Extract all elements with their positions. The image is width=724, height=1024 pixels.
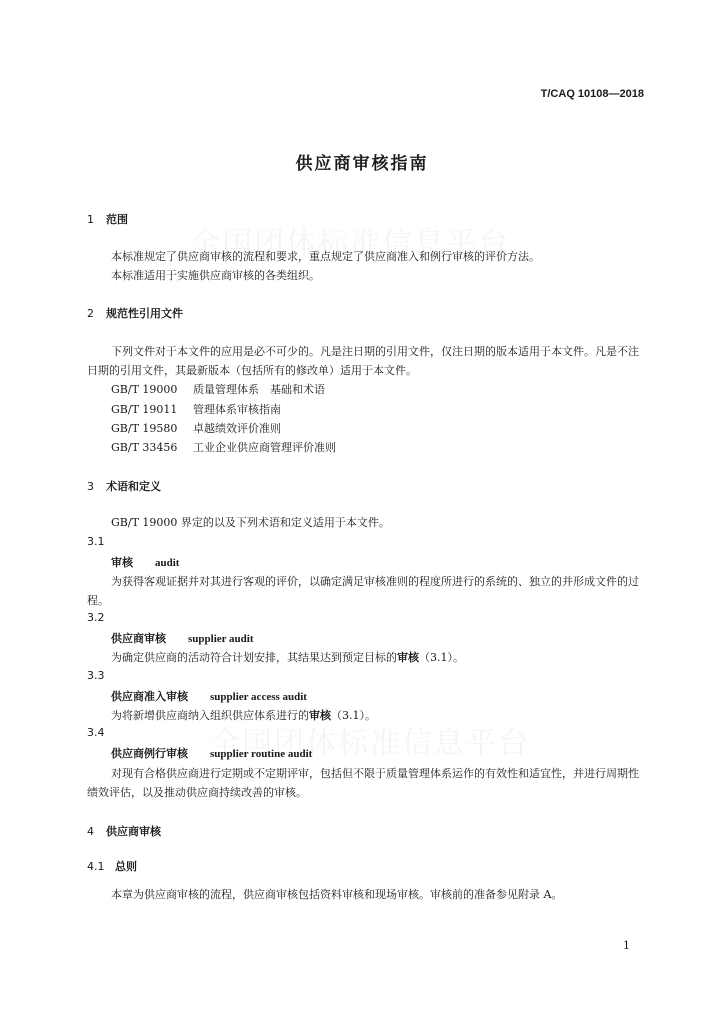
reference-title: 卓越绩效评价准则 xyxy=(193,422,281,435)
definition-term-reference: 审核 xyxy=(397,651,419,664)
reference-title: 管理体系审核指南 xyxy=(193,403,281,416)
document-title: 供应商审核指南 xyxy=(295,154,429,174)
term-chinese: 供应商准入审核 xyxy=(111,690,188,703)
paragraph: 本标准适用于实施供应商审核的各类组织。 xyxy=(111,269,320,282)
reference-code: GB/T 33456 xyxy=(111,441,178,454)
reference-title: 质量管理体系 基础和术语 xyxy=(193,383,325,396)
section-number: 2 xyxy=(87,307,94,320)
term-heading xyxy=(111,630,254,646)
term-english: supplier audit xyxy=(188,633,254,645)
reference-item xyxy=(111,439,336,455)
definition-text: （3.1）。 xyxy=(331,709,376,722)
section-heading xyxy=(87,823,161,839)
page-number: 1 xyxy=(623,939,630,952)
definition-text: 为确定供应商的活动符合计划安排，其结果达到预定目标的 xyxy=(111,651,397,664)
subsection-title: 总则 xyxy=(115,860,137,873)
section-number: 3 xyxy=(87,480,94,493)
term-definition xyxy=(111,649,464,665)
reference-title: 工业企业供应商管理评价准则 xyxy=(193,441,336,454)
reference-item xyxy=(111,401,281,417)
term-number: 3.4 xyxy=(87,726,105,739)
term-english: supplier access audit xyxy=(210,691,307,703)
section-heading xyxy=(87,305,183,321)
term-definition: 对现有合格供应商进行定期或不定期评审，包括但不限于质量管理体系运作的有效性和适宜性，并进行周期性绩效评估，以及推动供应商持续改善的审核。 xyxy=(87,767,639,799)
term-chinese: 供应商审核 xyxy=(111,632,166,645)
section-heading xyxy=(87,211,128,227)
paragraph: 本标准规定了供应商审核的流程和要求，重点规定了供应商准入和例行审核的评价方法。 xyxy=(111,250,540,263)
section-heading xyxy=(87,478,161,494)
reference-item xyxy=(111,381,325,397)
subsection-number: 4.1 xyxy=(87,860,105,873)
reference-code: GB/T 19000 xyxy=(111,383,178,396)
paragraph: GB/T 19000 界定的以及下列术语和定义适用于本文件。 xyxy=(111,516,390,529)
term-definition xyxy=(111,707,376,723)
term-heading xyxy=(111,688,307,704)
section-number: 1 xyxy=(87,213,94,226)
term-number: 3.2 xyxy=(87,611,105,624)
section-title: 范围 xyxy=(106,213,128,226)
paragraph: 下列文件对于本文件的应用是必不可少的。凡是注日期的引用文件，仅注日期的版本适用于本文件。凡是不注日期的引用文件，其最新版本（包括所有的修改单）适用于本文件。 xyxy=(87,345,639,377)
term-english: audit xyxy=(155,557,180,569)
subsection-heading xyxy=(87,858,137,874)
reference-item xyxy=(111,420,281,436)
reference-code: GB/T 19580 xyxy=(111,422,178,435)
standard-code: T/CAQ 10108—2018 xyxy=(540,88,644,100)
term-heading xyxy=(111,745,312,761)
section-title: 供应商审核 xyxy=(106,825,161,838)
term-definition: 为获得客观证据并对其进行客观的评价，以确定满足审核准则的程度所进行的系统的、独立的并形成文件的过程。 xyxy=(87,575,639,607)
reference-code: GB/T 19011 xyxy=(111,403,178,416)
definition-text: 为将新增供应商纳入组织供应体系进行的 xyxy=(111,709,309,722)
term-chinese: 供应商例行审核 xyxy=(111,747,188,760)
term-number: 3.1 xyxy=(87,535,105,548)
term-heading xyxy=(111,554,179,570)
definition-text: （3.1）。 xyxy=(419,651,464,664)
definition-term-reference: 审核 xyxy=(309,709,331,722)
term-english: supplier routine audit xyxy=(210,748,313,760)
section-title: 规范性引用文件 xyxy=(106,307,183,320)
paragraph: 本章为供应商审核的流程，供应商审核包括资料审核和现场审核。审核前的准备参见附录 A。 xyxy=(111,888,563,901)
section-number: 4 xyxy=(87,825,94,838)
section-title: 术语和定义 xyxy=(106,480,161,493)
term-number: 3.3 xyxy=(87,669,105,682)
term-chinese: 审核 xyxy=(111,556,133,569)
